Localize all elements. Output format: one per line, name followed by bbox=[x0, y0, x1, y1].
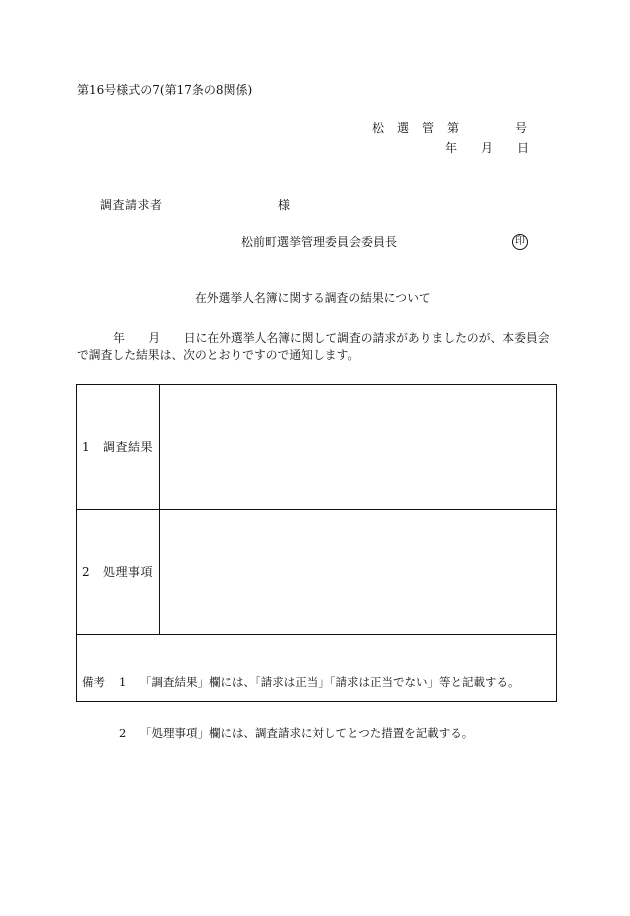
document-number-suffix: 号 bbox=[515, 121, 528, 135]
form-identifier: 第16号様式の7(第17条の8関係) bbox=[77, 83, 253, 97]
sender-title: 松前町選挙管理委員会委員長 bbox=[241, 235, 398, 249]
row-label: 調査結果 bbox=[103, 440, 154, 454]
note-item bbox=[82, 725, 556, 742]
notes-heading: 備考 bbox=[82, 675, 105, 689]
row-number: 2 bbox=[82, 565, 90, 579]
row-number: 1 bbox=[82, 440, 90, 454]
table-row-survey-result bbox=[77, 385, 556, 510]
table-row-action-taken bbox=[77, 510, 556, 635]
body-text-line-2: で調査した結果は、次のとおりですので通知します。 bbox=[77, 348, 360, 362]
table-row-notes bbox=[77, 635, 556, 740]
note-text: 「調査結果」欄には、「請求は正当」「請求は正当でない」等と記載する。 bbox=[140, 675, 520, 689]
note-number: 1 bbox=[119, 675, 127, 689]
note-item bbox=[82, 674, 556, 691]
notes-block bbox=[77, 635, 556, 740]
row-label: 処理事項 bbox=[103, 565, 154, 579]
row-label-cell bbox=[77, 510, 160, 634]
body-text-line-1: 年 月 日に在外選挙人名簿に関して調査の請求がありましたのが、本委員会 bbox=[113, 331, 550, 345]
document-number-prefix: 松 選 管 第 bbox=[372, 121, 460, 135]
note-number: 2 bbox=[119, 726, 127, 740]
seal-icon: 印 bbox=[512, 234, 528, 250]
row-label-cell bbox=[77, 385, 160, 509]
document-title: 在外選挙人名簿に関する調査の結果について bbox=[195, 291, 431, 305]
issue-date: 年 月 日 bbox=[445, 141, 530, 155]
addressee-label: 調査請求者 bbox=[100, 198, 163, 212]
result-table bbox=[76, 384, 557, 740]
note-text: 「処理事項」欄には、調査請求に対してとつた措置を記載する。 bbox=[140, 726, 474, 740]
action-taken-field bbox=[160, 510, 556, 634]
survey-result-field bbox=[160, 385, 556, 509]
addressee-honorific: 様 bbox=[278, 198, 291, 212]
note-indent bbox=[82, 725, 119, 742]
